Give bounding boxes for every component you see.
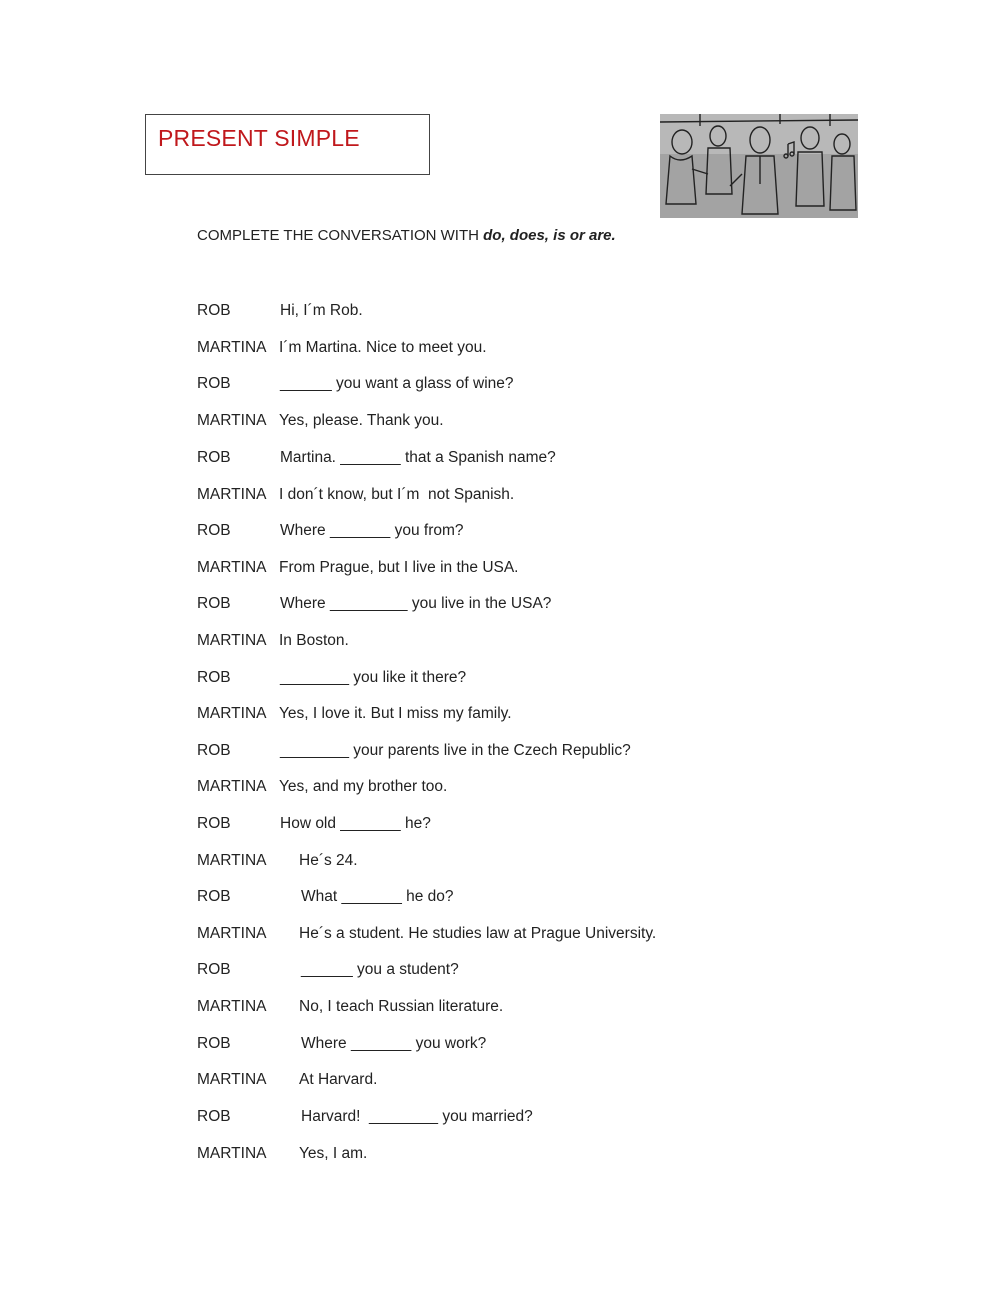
dialogue-text: Yes, and my brother too. (279, 778, 448, 795)
party-illustration (660, 114, 858, 218)
dialogue-text: At Harvard. (299, 1071, 378, 1088)
dialogue-text: Yes, I am. (299, 1145, 368, 1162)
dialogue-text: Where _________ you live in the USA? (280, 595, 552, 612)
dialogue-text: No, I teach Russian literature. (299, 998, 504, 1015)
dialogue-text: ______ you a student? (301, 961, 459, 978)
dialogue-text: ________ your parents live in the Czech Republic? (280, 742, 631, 759)
dialogue-text: Martina. _______ that a Spanish name? (280, 449, 556, 466)
speaker-name: ROB (197, 669, 231, 686)
dialogue-text: Where _______ you work? (301, 1035, 487, 1052)
speaker-name: MARTINA (197, 486, 267, 503)
speaker-name: ROB (197, 888, 231, 905)
speaker-name: MARTINA (197, 559, 267, 576)
dialogue-text: From Prague, but I live in the USA. (279, 559, 519, 576)
speaker-name: MARTINA (197, 1071, 267, 1088)
dialogue-text: Hi, I´m Rob. (280, 302, 363, 319)
speaker-name: ROB (197, 1035, 231, 1052)
speaker-name: MARTINA (197, 705, 267, 722)
instruction-text (197, 227, 616, 244)
page-title: PRESENT SIMPLE (158, 125, 360, 151)
speaker-name: ROB (197, 595, 231, 612)
dialogue-text: In Boston. (279, 632, 349, 649)
dialogue-text: I don´t know, but I´m not Spanish. (279, 486, 515, 503)
speaker-name: MARTINA (197, 1145, 267, 1162)
speaker-name: ROB (197, 302, 231, 319)
dialogue-text: He´s a student. He studies law at Prague University. (299, 925, 657, 942)
speaker-name: MARTINA (197, 778, 267, 795)
speaker-name: MARTINA (197, 339, 267, 356)
speaker-name: ROB (197, 449, 231, 466)
instruction-prefix: COMPLETE THE CONVERSATION WITH (197, 227, 484, 244)
speaker-name: ROB (197, 375, 231, 392)
dialogue-text: Where _______ you from? (280, 522, 464, 539)
speaker-name: ROB (197, 961, 231, 978)
speaker-name: MARTINA (197, 852, 267, 869)
speaker-name: ROB (197, 522, 231, 539)
speaker-name: MARTINA (197, 925, 267, 942)
title-box (145, 114, 430, 175)
speaker-name: ROB (197, 742, 231, 759)
speaker-name: MARTINA (197, 998, 267, 1015)
speaker-name: MARTINA (197, 412, 267, 429)
dialogue-text: Yes, I love it. But I miss my family. (279, 705, 512, 722)
dialogue-text: How old _______ he? (280, 815, 431, 832)
dialogue-text: He´s 24. (299, 852, 358, 869)
speaker-name: ROB (197, 1108, 231, 1125)
dialogue-text: ________ you like it there? (280, 669, 467, 686)
dialogue-text: I´m Martina. Nice to meet you. (279, 339, 487, 356)
dialogue-text: What _______ he do? (301, 888, 454, 905)
dialogue-text: Harvard! ________ you married? (301, 1108, 533, 1125)
dialogue-text: ______ you want a glass of wine? (280, 375, 514, 392)
speaker-name: ROB (197, 815, 231, 832)
dialogue-text: Yes, please. Thank you. (279, 412, 444, 429)
speaker-name: MARTINA (197, 632, 267, 649)
instruction-emphasis: do, does, is or are. (483, 227, 616, 244)
